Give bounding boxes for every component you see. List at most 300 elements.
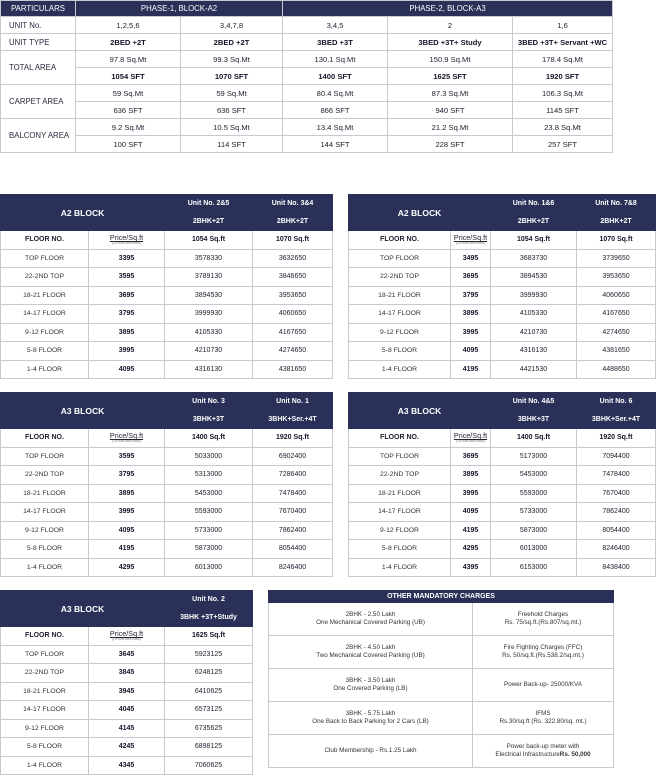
header-particulars: PARTICULARS	[1, 1, 76, 17]
charge-other-cell	[473, 735, 614, 768]
table-row	[1, 503, 333, 522]
price-per-sqft: 3695	[89, 286, 165, 305]
unit-price: 7862400	[253, 521, 333, 540]
table-row	[349, 249, 656, 268]
price-label: Price/Sq.ft	[109, 431, 144, 441]
table-row	[349, 447, 656, 466]
balcony-sqmt-cell: 21.2 Sq.Mt	[388, 119, 513, 136]
table-row	[1, 484, 333, 503]
unit-price: 7286400	[253, 466, 333, 485]
unit-price: 4210730	[491, 323, 577, 342]
unit-area-cell: 1400 Sq.ft	[165, 429, 253, 448]
floor-label: 14-17 FLOOR	[1, 305, 89, 324]
total-sqmt-cell: 99.3 Sq.Mt	[181, 51, 283, 68]
price-basis-note: (On total area basis)	[112, 241, 141, 246]
unit-price: 3999930	[165, 305, 253, 324]
floor-label: 1-4 FLOOR	[349, 360, 451, 379]
unit-price: 6902400	[253, 447, 333, 466]
price-per-sqft: 4295	[89, 558, 165, 577]
unit-price: 3894530	[165, 286, 253, 305]
unit-number-header: Unit No. 4&5	[491, 393, 577, 411]
price-table-a3-right	[348, 392, 656, 577]
floor-label: 5-8 FLOOR	[1, 540, 89, 559]
table-row	[1, 323, 333, 342]
balcony-sft-cell: 144 SFT	[283, 136, 388, 153]
mandatory-charges-table	[268, 590, 614, 768]
charge-parking-cell	[269, 669, 473, 702]
floor-no-label: FLOOR NO.	[349, 231, 451, 250]
price-label: Price/Sq.ft	[453, 233, 488, 243]
unit-price: 3739650	[577, 249, 656, 268]
unit-price: 6153000	[491, 558, 577, 577]
price-per-sqft: 3595	[89, 268, 165, 287]
unit-price: 4488650	[577, 360, 656, 379]
table-row	[349, 484, 656, 503]
unit-number-header: Unit No. 3	[165, 393, 253, 411]
floor-label: 14-17 FLOOR	[1, 701, 89, 720]
price-table-a2-left	[0, 194, 333, 379]
table-row	[349, 503, 656, 522]
unit-price: 7094400	[577, 447, 656, 466]
floor-label: TOP FLOOR	[1, 447, 89, 466]
floor-label: 22-2ND TOP	[349, 466, 451, 485]
unit-price: 6573125	[165, 701, 253, 720]
unit-price: 5873000	[165, 540, 253, 559]
floor-label: TOP FLOOR	[1, 645, 89, 664]
floor-label: 9-12 FLOOR	[1, 323, 89, 342]
balcony-sft-cell: 114 SFT	[181, 136, 283, 153]
charge-line: One Covered Parking (LB)	[333, 685, 408, 692]
unit-no-cell: 1,2,5,6	[76, 17, 181, 34]
price-per-sqft-label	[89, 429, 165, 448]
unit-price: 7670400	[577, 484, 656, 503]
unit-type-header: 2BHK+2T	[253, 213, 333, 231]
block-title: A2 BLOCK	[349, 195, 491, 231]
table-row	[349, 305, 656, 324]
unit-price: 4167650	[577, 305, 656, 324]
floor-label: 9-12 FLOOR	[349, 323, 451, 342]
carpet-sqmt-cell: 87.3 Sq.Mt	[388, 85, 513, 102]
price-basis-note: (On total area basis)	[112, 637, 141, 642]
unit-area-cell: 1920 Sq.ft	[253, 429, 333, 448]
unit-number-header: Unit No. 7&8	[577, 195, 656, 213]
table-row	[349, 521, 656, 540]
total-sft-cell: 1625 SFT	[388, 68, 513, 85]
unit-price: 7478400	[577, 466, 656, 485]
table-row	[1, 286, 333, 305]
floor-label: 1-4 FLOOR	[349, 558, 451, 577]
price-per-sqft: 4195	[451, 360, 491, 379]
price-per-sqft: 4045	[89, 701, 165, 720]
price-per-sqft: 3995	[451, 484, 491, 503]
unit-number-header: Unit No. 3&4	[253, 195, 333, 213]
unit-price: 5453000	[491, 466, 577, 485]
price-table-a2-right	[348, 194, 656, 379]
price-label: Price/Sq.ft	[109, 629, 144, 639]
unit-type-cell: 2BED +2T	[181, 34, 283, 51]
table-row	[1, 719, 253, 738]
total-sqmt-cell: 150.9 Sq.Mt	[388, 51, 513, 68]
unit-price: 3999930	[491, 286, 577, 305]
price-table-a3-left	[0, 392, 333, 577]
floor-no-label: FLOOR NO.	[1, 429, 89, 448]
unit-price: 4316130	[165, 360, 253, 379]
specification-table	[0, 0, 613, 153]
row-label-unit-no: UNIT No.	[1, 17, 76, 34]
floor-label: 18-21 FLOOR	[1, 286, 89, 305]
unit-price: 5923125	[165, 645, 253, 664]
charge-line: IFMS	[535, 710, 551, 717]
unit-price: 8438400	[577, 558, 656, 577]
unit-price: 3894530	[491, 268, 577, 287]
block-title: A3 BLOCK	[1, 591, 165, 627]
balcony-sft-cell: 257 SFT	[513, 136, 613, 153]
total-sqmt-cell: 178.4 Sq.Mt	[513, 51, 613, 68]
unit-type-header: 3BHK+Ser.+4T	[577, 411, 656, 429]
table-row	[1, 447, 333, 466]
unit-price: 4274650	[577, 323, 656, 342]
price-per-sqft: 3695	[451, 268, 491, 287]
unit-type-header: 2BHK+2T	[165, 213, 253, 231]
unit-number-header: Unit No. 1	[253, 393, 333, 411]
unit-price: 5593000	[491, 484, 577, 503]
price-per-sqft: 3795	[89, 466, 165, 485]
price-per-sqft: 3595	[89, 447, 165, 466]
table-row	[1, 756, 253, 775]
price-per-sqft: 4295	[451, 540, 491, 559]
balcony-sqmt-cell: 13.4 Sq.Mt	[283, 119, 388, 136]
price-basis-note: (On total area basis)	[456, 241, 485, 246]
floor-label: 18-21 FLOOR	[1, 682, 89, 701]
charge-other-cell	[473, 603, 614, 636]
unit-area-cell: 1400 Sq.ft	[491, 429, 577, 448]
unit-price: 5593000	[165, 503, 253, 522]
unit-price: 7478400	[253, 484, 333, 503]
unit-price: 4105330	[491, 305, 577, 324]
total-sft-cell: 1054 SFT	[76, 68, 181, 85]
carpet-sft-cell: 1145 SFT	[513, 102, 613, 119]
charge-line: Freehold Charges	[517, 611, 569, 618]
unit-price: 3953650	[253, 286, 333, 305]
table-row	[349, 342, 656, 361]
unit-price: 7670400	[253, 503, 333, 522]
unit-price: 5173000	[491, 447, 577, 466]
price-basis-note: (On total area basis)	[112, 439, 141, 444]
unit-price: 4105330	[165, 323, 253, 342]
price-per-sqft: 3795	[451, 286, 491, 305]
table-row	[349, 360, 656, 379]
table-row	[1, 249, 333, 268]
unit-price: 5313000	[165, 466, 253, 485]
floor-label: 14-17 FLOOR	[349, 503, 451, 522]
floor-label: 9-12 FLOOR	[349, 521, 451, 540]
unit-price: 5733000	[491, 503, 577, 522]
unit-price: 6013000	[165, 558, 253, 577]
price-label: Price/Sq.ft	[109, 233, 144, 243]
charge-parking-cell	[269, 603, 473, 636]
price-per-sqft: 3795	[89, 305, 165, 324]
charge-line: Fire Fighting Charges (FFC)	[503, 644, 583, 651]
price-per-sqft: 3845	[89, 664, 165, 683]
unit-price: 4421530	[491, 360, 577, 379]
block-title: A2 BLOCK	[1, 195, 165, 231]
unit-price: 4381650	[577, 342, 656, 361]
floor-label: 5-8 FLOOR	[1, 342, 89, 361]
floor-label: 14-17 FLOOR	[1, 503, 89, 522]
floor-label: TOP FLOOR	[349, 447, 451, 466]
floor-label: 14-17 FLOOR	[349, 305, 451, 324]
floor-label: 22-2ND TOP	[1, 466, 89, 485]
price-per-sqft: 3645	[89, 645, 165, 664]
charge-other-cell	[473, 669, 614, 702]
floor-label: 5-8 FLOOR	[349, 342, 451, 361]
price-basis-note: (On total area basis)	[456, 439, 485, 444]
unit-area-cell: 1070 Sq.ft	[253, 231, 333, 250]
total-sft-cell: 1920 SFT	[513, 68, 613, 85]
price-per-sqft: 3695	[451, 447, 491, 466]
unit-price: 4210730	[165, 342, 253, 361]
unit-area-cell: 1054 Sq.ft	[165, 231, 253, 250]
floor-no-label: FLOOR NO.	[1, 231, 89, 250]
floor-label: 5-8 FLOOR	[349, 540, 451, 559]
block-title: A3 BLOCK	[1, 393, 165, 429]
unit-type-header: 3BHK+3T	[165, 411, 253, 429]
floor-label: 5-8 FLOOR	[1, 738, 89, 757]
unit-price: 3789130	[165, 268, 253, 287]
table-row	[1, 305, 333, 324]
unit-price: 8054400	[577, 521, 656, 540]
charge-line: Rs.30/sq.ft (Rs. 322.80/sq. mt.)	[499, 718, 587, 725]
price-per-sqft: 4395	[451, 558, 491, 577]
table-row	[1, 682, 253, 701]
charges-title: OTHER MANDATORY CHARGES	[269, 591, 614, 603]
charge-line: Rs. 50/sq.ft.(Rs.538.2/sq.mt.)	[502, 652, 584, 659]
unit-type-header: 3BHK +3T+Study	[165, 609, 253, 627]
price-per-sqft: 3945	[89, 682, 165, 701]
unit-area-cell: 1920 Sq.ft	[577, 429, 656, 448]
unit-type-header: 3BHK+3T	[491, 411, 577, 429]
table-row	[1, 466, 333, 485]
header-phase2: PHASE-2, BLOCK-A3	[283, 1, 613, 17]
table-row	[1, 738, 253, 757]
floor-label: 9-12 FLOOR	[1, 521, 89, 540]
floor-no-label: FLOOR NO.	[349, 429, 451, 448]
unit-price: 4381650	[253, 360, 333, 379]
unit-price: 4060650	[577, 286, 656, 305]
table-row	[1, 664, 253, 683]
unit-price: 3846650	[253, 268, 333, 287]
price-per-sqft: 3495	[451, 249, 491, 268]
unit-no-cell: 1,6	[513, 17, 613, 34]
price-per-sqft: 4195	[451, 521, 491, 540]
charge-line: Power Back-up- 25000/KVA	[504, 681, 582, 688]
charge-line: 2BHK - 2.50 Lakh	[345, 611, 396, 618]
unit-area-cell: 1625 Sq.ft	[165, 627, 253, 646]
price-per-sqft: 3895	[451, 305, 491, 324]
floor-label: 1-4 FLOOR	[1, 558, 89, 577]
unit-no-cell: 2	[388, 17, 513, 34]
unit-price: 4274650	[253, 342, 333, 361]
table-row	[1, 268, 333, 287]
charge-line: Two Mechanical Covered Parking (UB)	[316, 652, 425, 659]
total-sft-cell: 1400 SFT	[283, 68, 388, 85]
price-per-sqft: 3395	[89, 249, 165, 268]
table-row	[1, 540, 333, 559]
carpet-sqmt-cell: 106.3 Sq.Mt	[513, 85, 613, 102]
floor-label: 22-2ND TOP	[349, 268, 451, 287]
table-row	[349, 558, 656, 577]
floor-label: 9-12 FLOOR	[1, 719, 89, 738]
charge-parking-cell	[269, 636, 473, 669]
price-per-sqft: 3995	[451, 323, 491, 342]
carpet-sft-cell: 636 SFT	[76, 102, 181, 119]
balcony-sft-cell: 228 SFT	[388, 136, 513, 153]
charge-parking-cell	[269, 702, 473, 735]
unit-price: 3632650	[253, 249, 333, 268]
price-per-sqft: 4095	[451, 503, 491, 522]
unit-price: 3683730	[491, 249, 577, 268]
unit-number-header: Unit No. 6	[577, 393, 656, 411]
charge-line: One Back to Back Parking for 2 Cars (LB)	[312, 718, 429, 725]
table-row	[349, 466, 656, 485]
carpet-sqmt-cell: 80.4 Sq.Mt	[283, 85, 388, 102]
unit-price: 8054400	[253, 540, 333, 559]
price-per-sqft-label	[89, 627, 165, 646]
table-row	[1, 342, 333, 361]
charge-line: Power back-up meter with	[506, 743, 580, 750]
floor-label: 18-21 FLOOR	[349, 286, 451, 305]
price-per-sqft: 4195	[89, 540, 165, 559]
balcony-sft-cell: 100 SFT	[76, 136, 181, 153]
unit-type-header: 3BHK+Ser.+4T	[253, 411, 333, 429]
price-per-sqft: 4245	[89, 738, 165, 757]
price-per-sqft: 3895	[451, 466, 491, 485]
row-label-unit-type: UNIT TYPE	[1, 34, 76, 51]
unit-price: 4060650	[253, 305, 333, 324]
balcony-sqmt-cell: 9.2 Sq.Mt	[76, 119, 181, 136]
charge-line: Rs. 75/sq.ft.(Rs.807/sq.mt.)	[504, 619, 582, 626]
unit-number-header: Unit No. 1&6	[491, 195, 577, 213]
unit-price: 4316130	[491, 342, 577, 361]
floor-label: 18-21 FLOOR	[349, 484, 451, 503]
block-title: A3 BLOCK	[349, 393, 491, 429]
table-row	[349, 323, 656, 342]
unit-price: 6410625	[165, 682, 253, 701]
unit-price: 5453000	[165, 484, 253, 503]
row-label-carpet-area: CARPET AREA	[1, 85, 76, 119]
carpet-sqmt-cell: 59 Sq.Mt	[76, 85, 181, 102]
unit-price: 5873000	[491, 521, 577, 540]
balcony-sqmt-cell: 10.5 Sq.Mt	[181, 119, 283, 136]
unit-price: 6735625	[165, 719, 253, 738]
price-per-sqft: 3895	[89, 323, 165, 342]
floor-no-label: FLOOR NO.	[1, 627, 89, 646]
total-sqmt-cell: 130.1 Sq.Mt	[283, 51, 388, 68]
unit-price: 6013000	[491, 540, 577, 559]
carpet-sqmt-cell: 59 Sq.Mt	[181, 85, 283, 102]
price-per-sqft-label	[451, 429, 491, 448]
charge-line: Electrical Infrastructure	[495, 751, 560, 758]
table-row	[1, 701, 253, 720]
total-sft-cell: 1070 SFT	[181, 68, 283, 85]
unit-price: 4167650	[253, 323, 333, 342]
price-per-sqft-label	[89, 231, 165, 250]
unit-price: 6248125	[165, 664, 253, 683]
table-row	[1, 645, 253, 664]
unit-type-cell: 3BED +3T	[283, 34, 388, 51]
table-row	[1, 558, 333, 577]
unit-price: 7060625	[165, 756, 253, 775]
charge-line: 3BHK - 5.75 Lakh	[345, 710, 396, 717]
floor-label: 18-21 FLOOR	[1, 484, 89, 503]
table-row	[349, 286, 656, 305]
price-per-sqft: 4145	[89, 719, 165, 738]
unit-price: 5033000	[165, 447, 253, 466]
unit-price: 5733000	[165, 521, 253, 540]
floor-label: TOP FLOOR	[349, 249, 451, 268]
charge-line: One Mechanical Covered Parking (UB)	[316, 619, 425, 626]
price-per-sqft: 4345	[89, 756, 165, 775]
charge-line: Club Membership - Rs.1.25 Lakh	[324, 747, 417, 754]
charge-other-cell	[473, 702, 614, 735]
unit-type-cell: 3BED +3T+ Study	[388, 34, 513, 51]
charge-line: 3BHK - 3.50 Lakh	[345, 677, 396, 684]
table-row	[349, 540, 656, 559]
balcony-sqmt-cell: 23.8 Sq.Mt	[513, 119, 613, 136]
price-per-sqft: 3995	[89, 342, 165, 361]
unit-type-header: 2BHK+2T	[577, 213, 656, 231]
floor-label: TOP FLOOR	[1, 249, 89, 268]
table-row	[349, 268, 656, 287]
charge-club-cell	[269, 735, 473, 768]
unit-price: 6898125	[165, 738, 253, 757]
table-row	[1, 521, 333, 540]
unit-price: 7862400	[577, 503, 656, 522]
table-row	[1, 360, 333, 379]
floor-label: 1-4 FLOOR	[1, 756, 89, 775]
header-phase1: PHASE-1, BLOCK-A2	[76, 1, 283, 17]
floor-label: 1-4 FLOOR	[1, 360, 89, 379]
unit-price: 3953650	[577, 268, 656, 287]
row-label-total-area: TOTAL AREA	[1, 51, 76, 85]
unit-no-cell: 3,4,5	[283, 17, 388, 34]
floor-label: 22-2ND TOP	[1, 268, 89, 287]
price-label: Price/Sq.ft	[453, 431, 488, 441]
price-per-sqft: 4095	[451, 342, 491, 361]
row-label-balcony-area: BALCONY AREA	[1, 119, 76, 153]
total-sqmt-cell: 97.8 Sq.Mt	[76, 51, 181, 68]
carpet-sft-cell: 866 SFT	[283, 102, 388, 119]
unit-number-header: Unit No. 2&5	[165, 195, 253, 213]
unit-type-cell: 3BED +3T+ Servant +WC	[513, 34, 613, 51]
price-table-a3-study	[0, 590, 253, 775]
charge-amount: Rs. 50,000	[559, 751, 591, 758]
price-per-sqft-label	[451, 231, 491, 250]
price-per-sqft: 4095	[89, 360, 165, 379]
unit-area-cell: 1070 Sq.ft	[577, 231, 656, 250]
unit-no-cell: 3,4,7,8	[181, 17, 283, 34]
carpet-sft-cell: 636 SFT	[181, 102, 283, 119]
unit-number-header: Unit No. 2	[165, 591, 253, 609]
charge-other-cell	[473, 636, 614, 669]
unit-type-header: 2BHK+2T	[491, 213, 577, 231]
unit-price: 8246400	[253, 558, 333, 577]
price-per-sqft: 3995	[89, 503, 165, 522]
unit-area-cell: 1054 Sq.ft	[491, 231, 577, 250]
price-per-sqft: 3895	[89, 484, 165, 503]
charge-line: 2BHK - 4.50 Lakh	[345, 644, 396, 651]
price-per-sqft: 4095	[89, 521, 165, 540]
